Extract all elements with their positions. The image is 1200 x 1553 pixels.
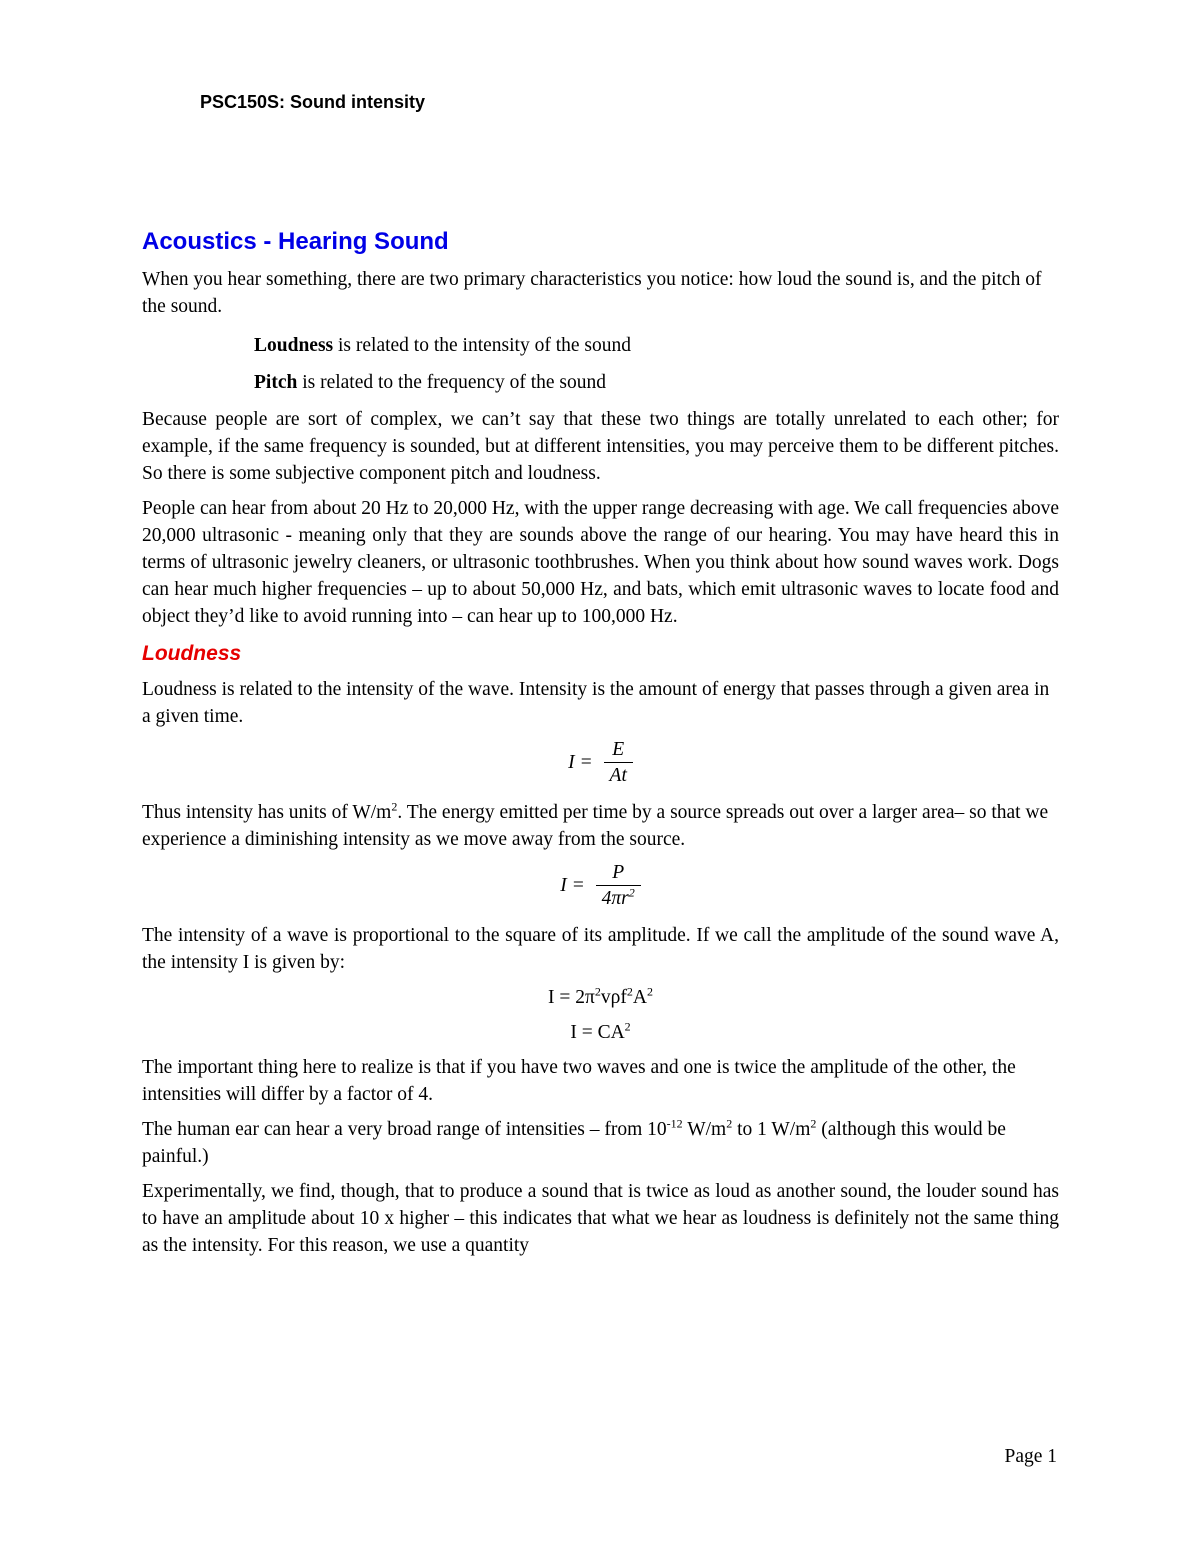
page-number: Page 1 [1004,1446,1057,1467]
pitch-definition [254,369,1059,396]
eq2-lhs: I = [560,874,585,896]
section-title: Acoustics - Hearing Sound [142,228,449,255]
loudness-heading: Loudness [142,642,242,665]
eq2-numerator: P [612,862,625,883]
experiment-paragraph: Experimentally, we find, though, that to produce a sound that is twice as loud as another sound, the louder sound has to have an amplitude about 10 x higher – this indicates that what we hear as loudness is definitely not the same thing as the intensity. For this reason, we use a quantity [142,1181,1059,1256]
eq2-den-text: 4πr [601,888,629,909]
eq2-denominator [596,885,641,912]
loudness-definition-text: is related to the intensity of the sound [333,335,631,356]
eq2-fraction [596,861,641,912]
eq3-c: A [632,987,647,1008]
eq3-b: vρf [600,987,627,1008]
pitch-term: Pitch [254,372,298,393]
amplitude-equation [142,984,1059,1011]
important-paragraph: The important thing here to realize is that if you have two waves and one is twice the amplitude of the other, the intensities will differ by a factor of 4. [142,1057,1016,1105]
eq1-denominator: At [604,762,633,789]
intro-paragraph: When you hear something, there are two primary characteristics you notice: how loud the sound is, and the pitch of the sound. [142,269,1042,317]
loudness-paragraph: Loudness is related to the intensity of the wave. Intensity is the amount of energy that passes through a given area in a given time. [142,679,1050,727]
amplitude-paragraph: The intensity of a wave is proportional to the square of its amplitude. If we call the amplitude of the sound wave A, the intensity I is given by: [142,925,1059,973]
hearing-range-paragraph: People can hear from about 20 Hz to 20,000 Hz, with the upper range decreasing with age. We call frequencies above 20,000 ultrasonic - meaning only that they are sounds above the range of our hearing. You may have heard this in terms of ultrasonic jewelry cleaners, or ultrasonic toothbrushes. When you think about how sound waves work. Dogs can hear much higher frequencies – up to about 50,000 Hz, and bats, which emit ultrasonic waves to locate food and object they’d like to avoid running into – can hear up to 100,000 Hz. [142,498,1059,627]
intensity-equation [142,738,1059,789]
eq4-a: I = CA [570,1022,625,1043]
eq3-s2: 2 [626,984,633,999]
ear-text-a: The human ear can hear a very broad range of intensities – from 10 [142,1119,667,1140]
eq4-s1: 2 [624,1019,631,1034]
units-superscript: 2 [391,799,398,814]
ear-range-paragraph [142,1116,1059,1170]
ear-sup-1: -12 [666,1116,683,1131]
eq1-numerator: E [612,739,625,760]
page-header: PSC150S: Sound intensity [200,92,426,112]
units-paragraph [142,799,1059,853]
units-text-b: . The energy emitted per time by a source spreads out over a larger area– so that we experience a diminishing intensity as we move away from the source. [142,802,1049,850]
document-body [142,226,1059,1267]
constant-equation [142,1019,1059,1046]
loudness-definition [254,332,1059,359]
complex-paragraph: Because people are sort of complex, we can’t say that these two things are totally unrelated to each other; for example, if the same frequency is sounded, but at different intensities, you may perceive them to be different pitches. So there is some subjective component pitch and loudness. [142,409,1059,484]
ear-sup-2: 2 [726,1116,733,1131]
eq1-lhs: I = [568,751,593,773]
ear-sup-3: 2 [810,1116,817,1131]
eq3-s3: 2 [646,984,653,999]
eq2-den-sup: 2 [628,885,635,900]
ear-text-d: (although this would be painful.) [142,1119,1006,1167]
eq3-a: I = 2π [548,987,595,1008]
eq3-s1: 2 [594,984,601,999]
power-equation [142,861,1059,912]
loudness-term: Loudness [254,335,334,356]
units-text-a: Thus intensity has units of W/m [142,802,392,823]
pitch-definition-text: is related to the frequency of the sound [297,372,606,393]
ear-text-c: to 1 W/m [732,1119,811,1140]
eq1-fraction [604,738,633,789]
ear-text-b: W/m [682,1119,727,1140]
